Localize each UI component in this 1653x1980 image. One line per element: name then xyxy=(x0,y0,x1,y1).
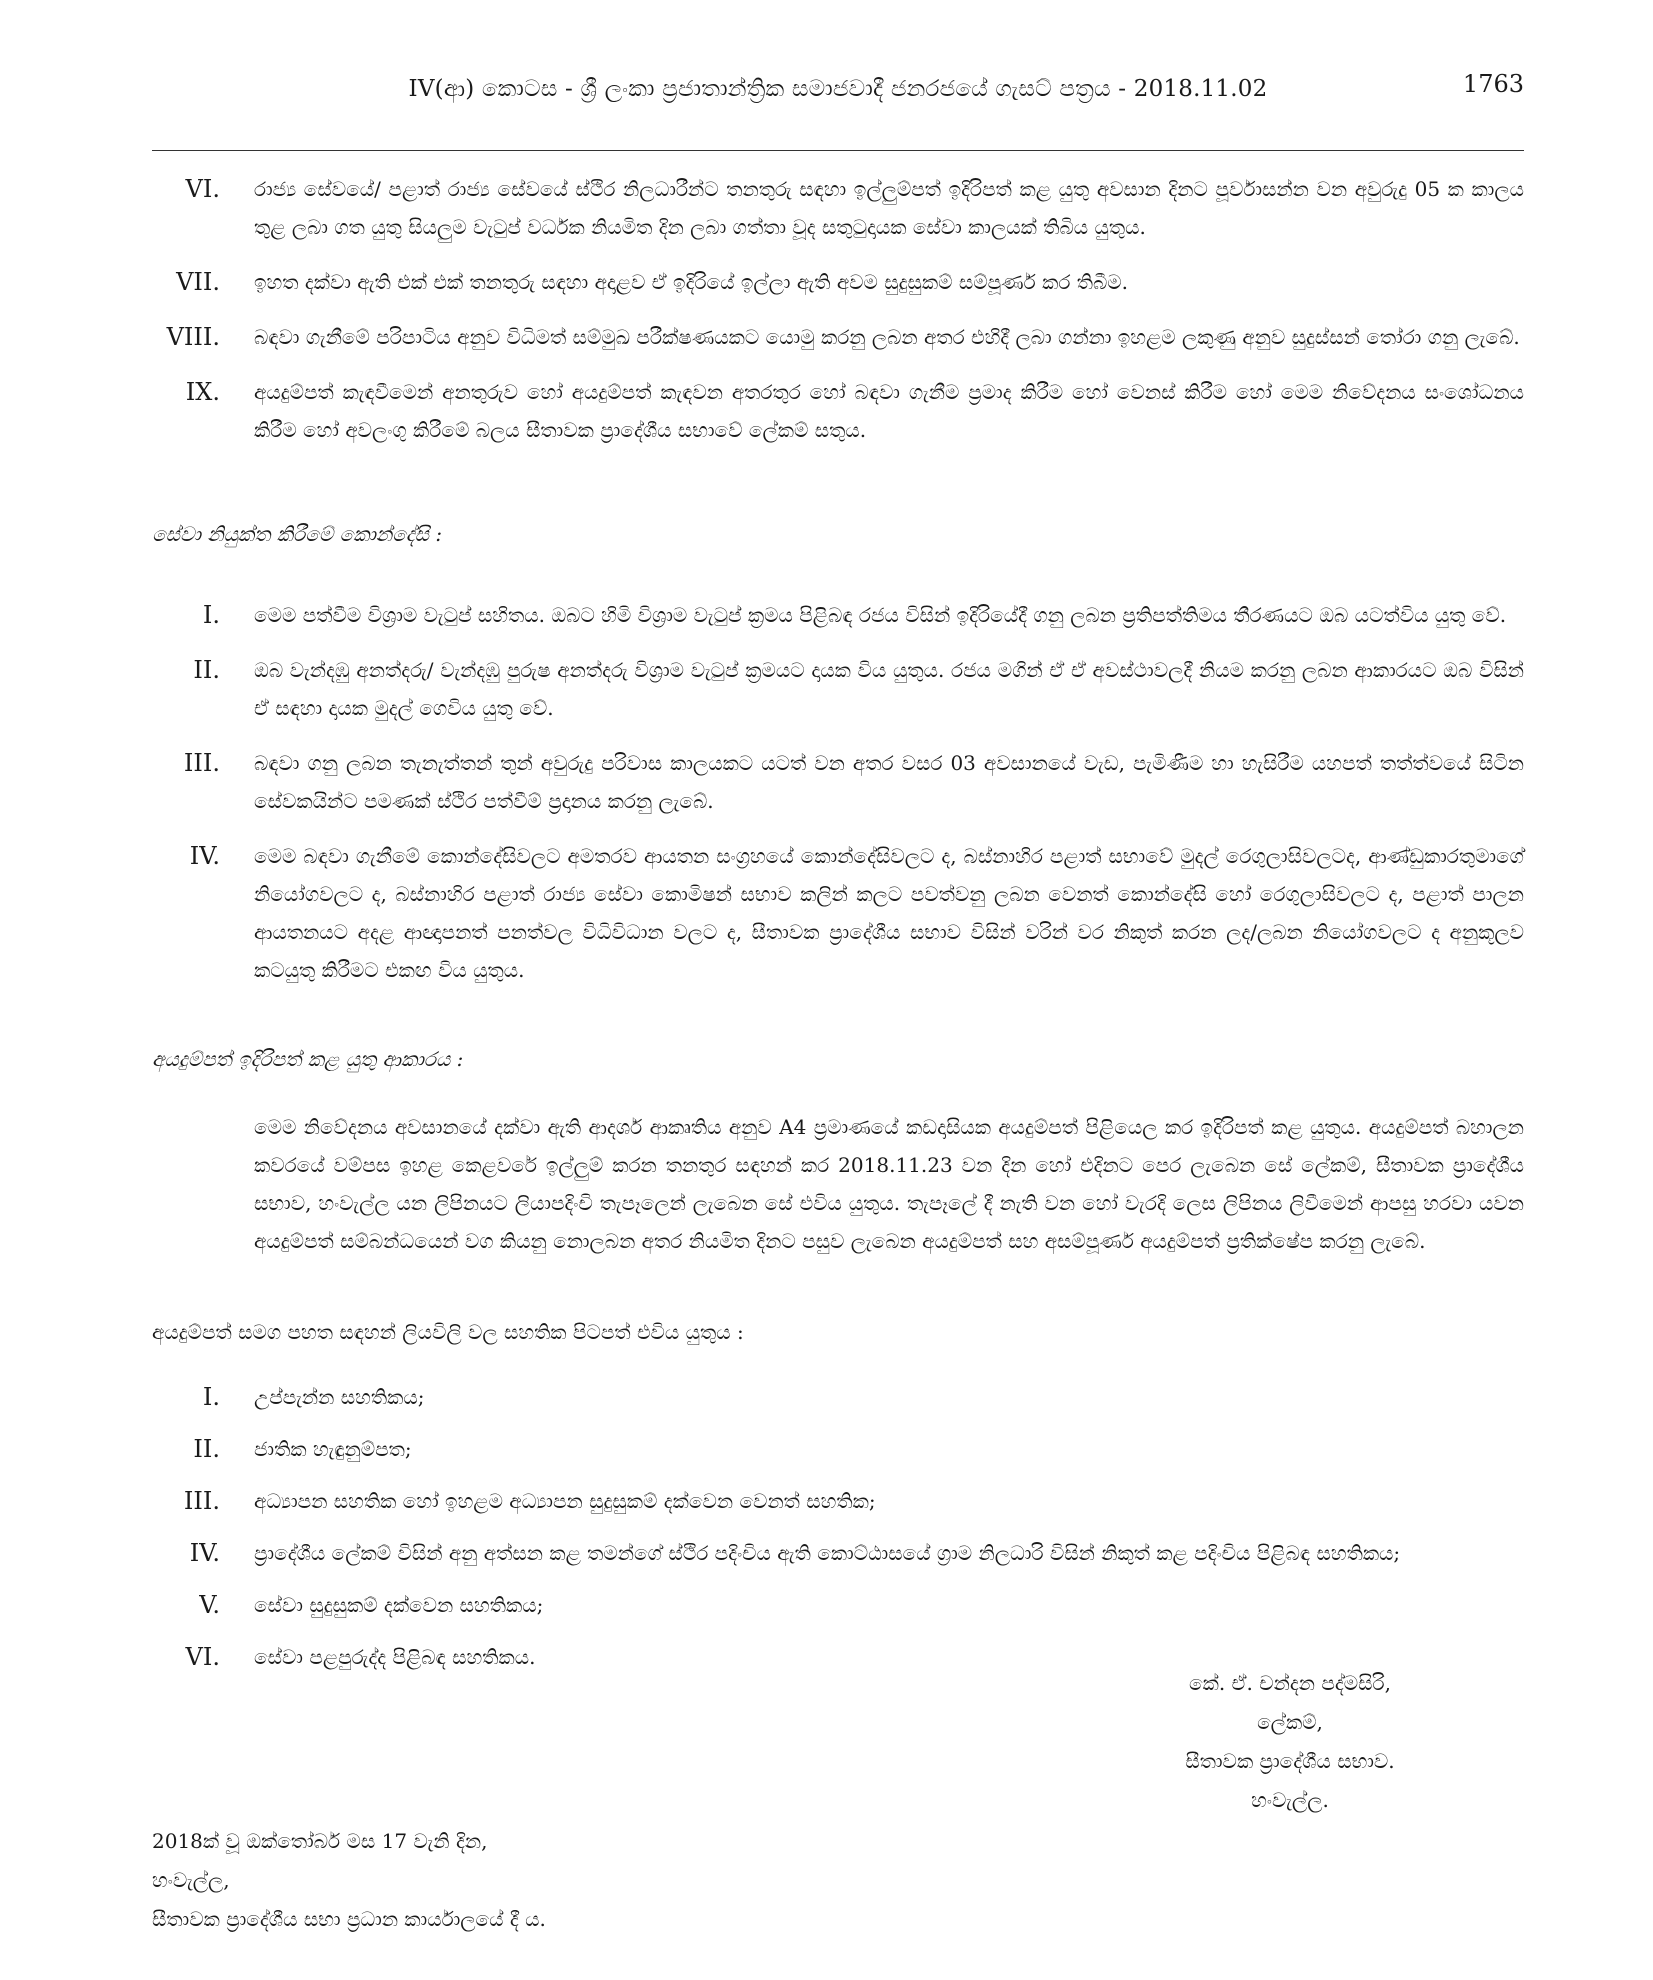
documents-list xyxy=(152,1378,1524,1690)
section-heading-application-method: අයදුම්පත් ඉදිරිපත් කළ යුතු ආකාරය : xyxy=(152,1047,464,1071)
list-item xyxy=(152,1534,1524,1572)
issue-place: හංවැල්ල, xyxy=(152,1868,230,1892)
item-text: උප්පැන්න සහතිකය; xyxy=(254,1385,425,1409)
item-text: සේවා පළපුරුද්ද පිළිබඳ සහතිකය. xyxy=(254,1645,536,1669)
list-item xyxy=(152,373,1524,449)
service-conditions-list xyxy=(152,596,1524,1006)
list-item xyxy=(152,596,1524,634)
item-text: ඔබ වැන්දඹු අනත්දරු/ වැන්දඹු පුරුෂ අනත්දරු විශ්‍රාම වැටුප් ක්‍රමයට දායක විය යුතුය. රජය මගින් ඒ ඒ අවස්ථාවලදී නියම කරනු ලබන ආකාරයට ඔබ විසින් ඒ සඳහා දායක මුදල් ගෙවිය යුතු වේ. xyxy=(254,658,1524,720)
item-text: අයදුම්පත් කැඳවීමෙන් අනතුරුව හෝ අයදුම්පත් කැඳවන අතරතුර හෝ බඳවා ගැනීම ප්‍රමාද කිරීම හෝ වෙනස් කිරීම හෝ මෙම නිවේදනය සංශෝධනය කිරීම හෝ අවලංගු කිරීමේ බලය සීතාවක ප්‍රාදේශීය සභාවේ ලේකම් සතුය. xyxy=(254,380,1524,442)
list-item xyxy=(152,318,1524,356)
item-number: VIII. xyxy=(166,323,220,351)
item-number: V. xyxy=(199,1591,220,1619)
signatory-town: හංවැල්ල. xyxy=(1251,1788,1329,1812)
documents-intro: අයදුම්පත් සමග පහත සඳහන් ලියවිලි වල සහතික පිටපත් එවිය යුතුය : xyxy=(152,1320,744,1344)
issue-date: 2018ක් වූ ඔක්තෝබර් මස 17 වැනි දින, xyxy=(152,1829,488,1853)
item-number: III. xyxy=(183,1487,220,1515)
item-text: බඳවා ගැනීමේ පරිපාටිය අනුව විධිමත් සම්මුඛ පරීක්ෂණයකට යොමු කරනු ලබන අතර එහිදී ලබා ගන්නා ඉහළම ලකුණු අනුව සුදුස්සන් තෝරා ගනු ලැබේ. xyxy=(254,325,1520,349)
item-number: IX. xyxy=(185,378,220,406)
list-item xyxy=(152,651,1524,727)
list-item xyxy=(152,837,1524,989)
issue-office: සීතාවක ප්‍රාදේශීය සභා ප්‍රධාන කාර්යාලයේ දී ය. xyxy=(152,1907,546,1931)
list-item xyxy=(152,1482,1524,1520)
item-number: II. xyxy=(193,1435,220,1463)
item-number: VI. xyxy=(185,175,220,203)
page-header xyxy=(152,70,1524,116)
item-number: I. xyxy=(202,1383,220,1411)
item-number: VII. xyxy=(176,268,220,296)
signatory-office: සීතාවක ප්‍රාදේශීය සභාව. xyxy=(1185,1749,1395,1773)
item-text: මෙම බඳවා ගැනීමේ කොන්දේසිවලට අමතරව ආයතන සංග්‍රහයේ කොන්දේසිවලට ද, බස්නාහිර පළාත් සභාවේ මුදල් රෙගුලාසිවලටද, ආණ්ඩුකාරතුමාගේ නියෝගවලට ද, බස්නාහිර පළාත් රාජ්‍ය සේවා කොමිෂන් සභාව කලින් කලට පවත්වනු ලබන වෙනත් කොන්දේසි හෝ රෙගුලාසිවලට ද, පළාත් පාලන ආයතනයට අදළ ආඥාපනත් පනත්වල විධිවිධාන වලට ද, සීතාවක ප්‍රාදේශීය සභාව විසින් වරින් වර නිකුත් කරන ලද/ලබන නියෝගවලට ද අනුකූලව කටයුතු කිරීමට එකඟ විය යුතුය. xyxy=(254,844,1524,982)
item-text: සේවා සුදුසුකම් දක්වෙන සහතිකය; xyxy=(254,1593,544,1617)
list-item xyxy=(152,744,1524,820)
signatory-name: කේ. ඒ. චන්දන පද්මසිරි, xyxy=(1189,1671,1391,1695)
list-item xyxy=(152,1586,1524,1624)
signature-block xyxy=(1080,1664,1500,1820)
list-item xyxy=(152,1378,1524,1416)
item-number: IV. xyxy=(189,842,220,870)
list-item xyxy=(152,170,1524,246)
item-number: II. xyxy=(193,656,220,684)
signatory-title: ලේකම්, xyxy=(1257,1710,1323,1734)
item-text: ජාතික හැඳුනුම්පත; xyxy=(254,1437,412,1461)
item-number: IV. xyxy=(189,1539,220,1567)
issue-footer xyxy=(152,1822,546,1939)
section-heading-service-conditions: සේවා නියුක්ත කිරීමේ කොන්දේසි : xyxy=(152,522,443,546)
item-text: ප්‍රාදේශීය ලේකම් විසින් අනු අත්සන කළ තමන්ගේ ස්ථිර පදිංචිය ඇති කොට්ඨාසයේ ග්‍රාම නිලධාරි විසින් නිකුත් කළ පදිංචිය පිළිබඳ සහතිකය; xyxy=(254,1541,1401,1565)
application-method-paragraph: මෙම නිවේදනය අවසානයේ දක්වා ඇති ආදර්ශ ආකෘතිය අනුව A4 ප්‍රමාණයේ කඩදාසියක අයදුම්පත් පිළියෙල කර ඉදිරිපත් කළ යුතුය. අයදුම්පත් බහාලන කවරයේ වම්පස ඉහළ කෙළවරේ ඉල්ලුම් කරන තනතුර සඳහන් කර 2018.11.23 වන දින හෝ එදිනට පෙර ලැබෙන සේ ලේකම්, සීතාවක ප්‍රාදේශීය සභාව, හංවැල්ල යන ලිපිනයට ලියාපදිංචි තැපෑලෙන් ලැබෙන සේ එවිය යුතුය. තැපෑලේ දී නැති වන හෝ වැරදි ලෙස ලිපිනය ලිවීමෙන් ආපසු හරවා යවන අයදුම්පත් සම්බන්ධයෙන් වග කියනු නොලබන අතර නියමිත දිනට පසුව ලැබෙන අයදුම්පත් සහ අසම්පූර්ණ අයදුම්පත් ප්‍රතික්ෂේප කරනු ලැබේ. xyxy=(254,1115,1524,1253)
item-number: I. xyxy=(202,601,220,629)
item-number: VI. xyxy=(185,1643,220,1671)
item-text: මෙම පත්වීම විශ්‍රාම වැටුප් සහිතය. ඔබට හිමි විශ්‍රාම වැටුප් ක්‍රමය පිළිබඳ රජය විසින් ඉදිරියේදී ගනු ලබන ප්‍රතිපත්තිමය තීරණයට ඔබ යටත්විය යුතු වේ. xyxy=(254,603,1507,627)
header-divider xyxy=(152,150,1524,151)
header-title: IV(ආ) කොටස - ශ්‍රී ලංකා ප්‍රජාතාන්ත්‍රික සමාජවාදී ජනරජයේ ගැසට් පත්‍රය - 2018.11.02 xyxy=(408,76,1268,102)
item-text: ඉහත දක්වා ඇති එක් එක් තනතුරු සඳහා අදාළව ඒ ඉදිරියේ ඉල්ලා ඇති අවම සුදුසුකම් සම්පූර්ණ කර තිබීම. xyxy=(254,270,1129,294)
item-text: බඳවා ගනු ලබන තැනැත්තන් තුන් අවුරුදු පරිවාස කාලයකට යටත් වන අතර වසර 03 අවසානයේ වැඩ, පැමිණීම හා හැසිරීම යහපත් තත්ත්වයේ සිටින සේවකයින්ට පමණක් ස්ථිර පත්වීම් ප්‍රදානය කරනු ලැබේ. xyxy=(254,751,1524,813)
list-item xyxy=(152,1430,1524,1468)
list-item xyxy=(152,263,1524,301)
eligibility-list xyxy=(152,170,1524,466)
page-number: 1763 xyxy=(1462,70,1524,98)
item-text: රාජ්‍ය සේවයේ/ පළාත් රාජ්‍ය සේවයේ ස්ථිර නිලධාරීන්ට තනතුරු සඳහා ඉල්ලුම්පත් ඉදිරිපත් කළ යුතු අවසාන දිනට පූර්වාසන්න වන අවුරුදු 05 ක කාලය තුළ ලබා ගත යුතු සියලුම වැටුප් වර්ධක නියමිත දින ලබා ගත්තා වූද සතුටුදායක සේවා කාලයක් තිබිය යුතුය. xyxy=(254,177,1524,239)
item-text: අධ්‍යාපන සහතික හෝ ඉහළම අධ්‍යාපන සුදුසුකම් දක්වෙන වෙනත් සහතික; xyxy=(254,1489,876,1513)
item-number: III. xyxy=(183,749,220,777)
